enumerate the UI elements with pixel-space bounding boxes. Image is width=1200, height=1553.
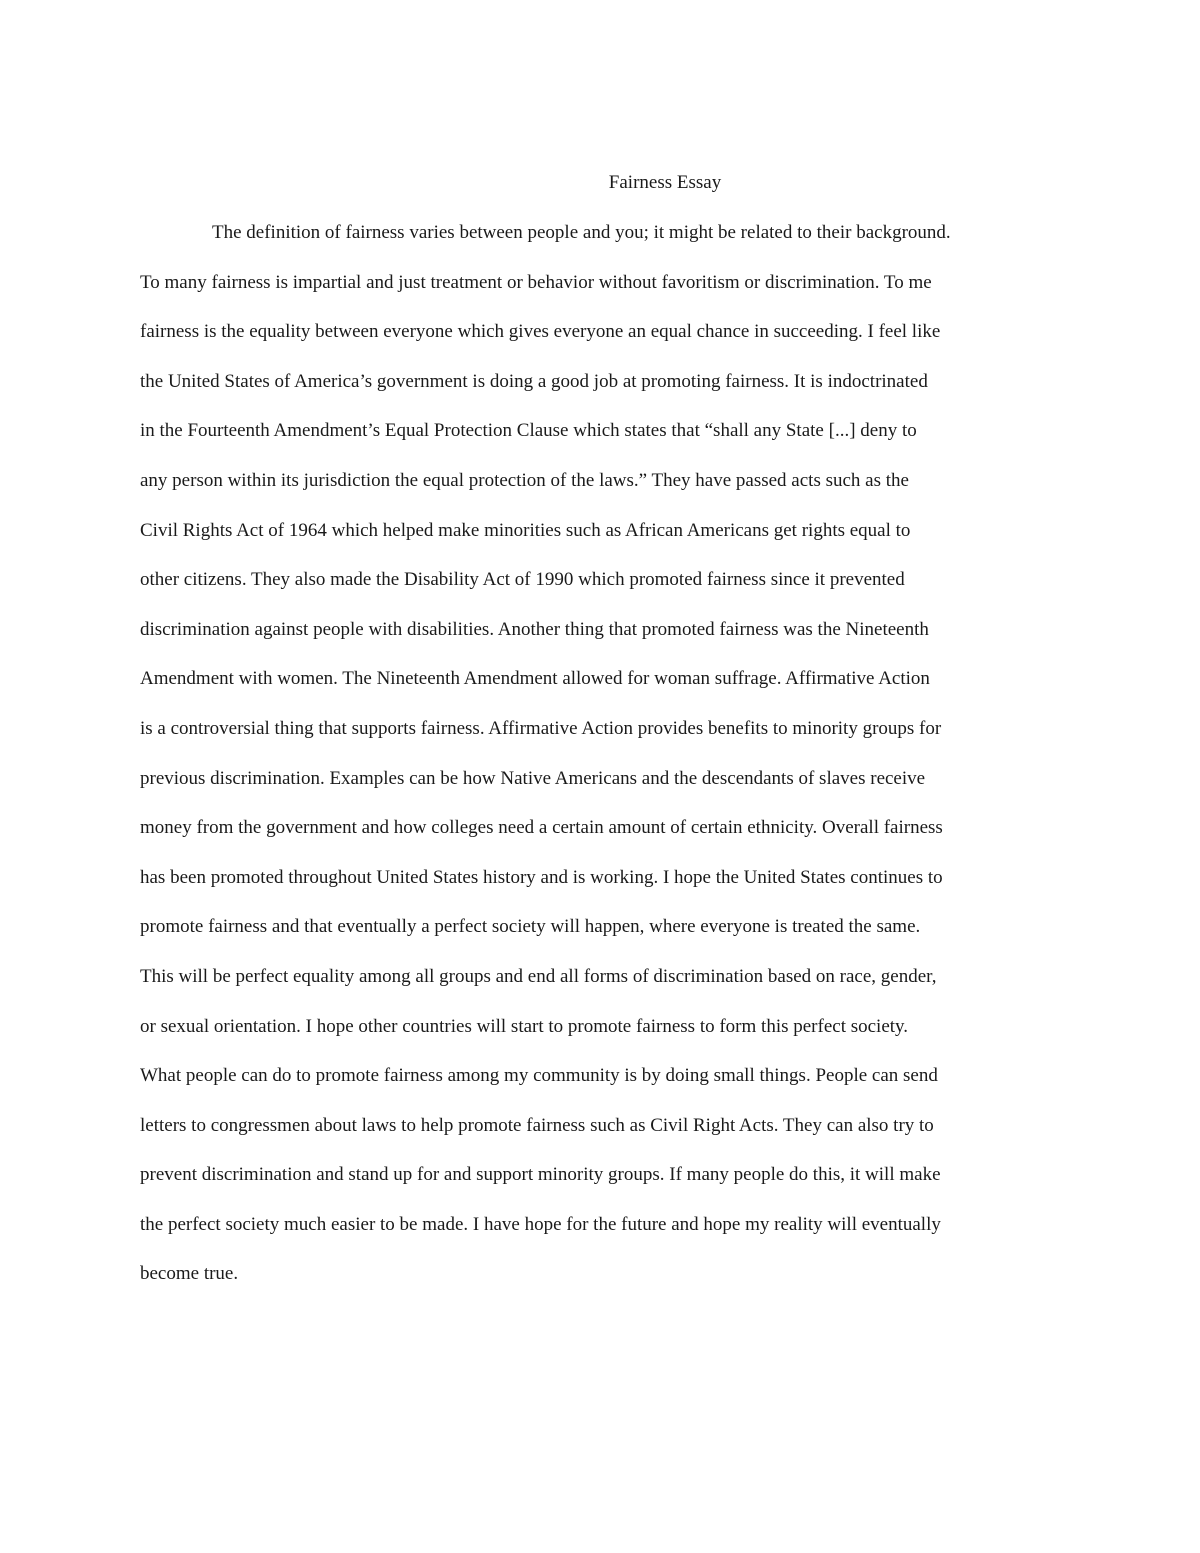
text-line: the United States of America’s government is doing a good job at promoting fairness. It is indoctrinated	[140, 370, 928, 392]
text-line: This will be perfect equality among all groups and end all forms of discrimination based on race, gender,	[140, 965, 937, 987]
text-line: or sexual orientation. I hope other countries will start to promote fairness to form this perfect society.	[140, 1015, 909, 1037]
text-line: Civil Rights Act of 1964 which helped make minorities such as African Americans get rights equal to	[140, 519, 911, 541]
text-line: previous discrimination. Examples can be how Native Americans and the descendants of slaves receive	[140, 767, 926, 789]
text-line: The definition of fairness varies between people and you; it might be related to their background.	[212, 222, 951, 243]
text-line: is a controversial thing that supports fairness. Affirmative Action provides benefits to minority groups for	[140, 717, 942, 739]
page-title: Fairness Essay	[608, 172, 722, 193]
text-line: What people can do to promote fairness among my community is by doing small things. People can send	[140, 1065, 938, 1087]
text-line: letters to congressmen about laws to help promote fairness such as Civil Right Acts. They can also try to	[140, 1114, 934, 1136]
text-line: prevent discrimination and stand up for and support minority groups. If many people do this, it will make	[140, 1164, 941, 1186]
text-line: Amendment with women. The Nineteenth Amendment allowed for woman suffrage. Affirmative Action	[140, 668, 930, 690]
text-line: has been promoted throughout United States history and is working. I hope the United States continues to	[140, 866, 943, 888]
text-line: To many fairness is impartial and just treatment or behavior without favoritism or discrimination. To me	[140, 271, 932, 293]
text-line: fairness is the equality between everyone which gives everyone an equal chance in succeeding. I feel like	[140, 321, 941, 343]
text-line: money from the government and how colleges need a certain amount of certain ethnicity. Overall fairness	[140, 817, 943, 839]
text-line: the perfect society much easier to be made. I have hope for the future and hope my reality will eventually	[140, 1213, 941, 1235]
text-line: become true.	[140, 1263, 239, 1285]
text-line: discrimination against people with disabilities. Another thing that promoted fairness was the Nineteenth	[140, 618, 929, 640]
text-line: promote fairness and that eventually a perfect society will happen, where everyone is treated the same.	[140, 916, 921, 938]
essay-body	[140, 220, 1060, 1311]
text-line: in the Fourteenth Amendment’s Equal Protection Clause which states that “shall any State [...] deny to	[140, 420, 917, 442]
text-line: any person within its jurisdiction the equal protection of the laws.” They have passed acts such as the	[140, 469, 909, 491]
text-line: other citizens. They also made the Disability Act of 1990 which promoted fairness since it prevented	[140, 569, 905, 591]
